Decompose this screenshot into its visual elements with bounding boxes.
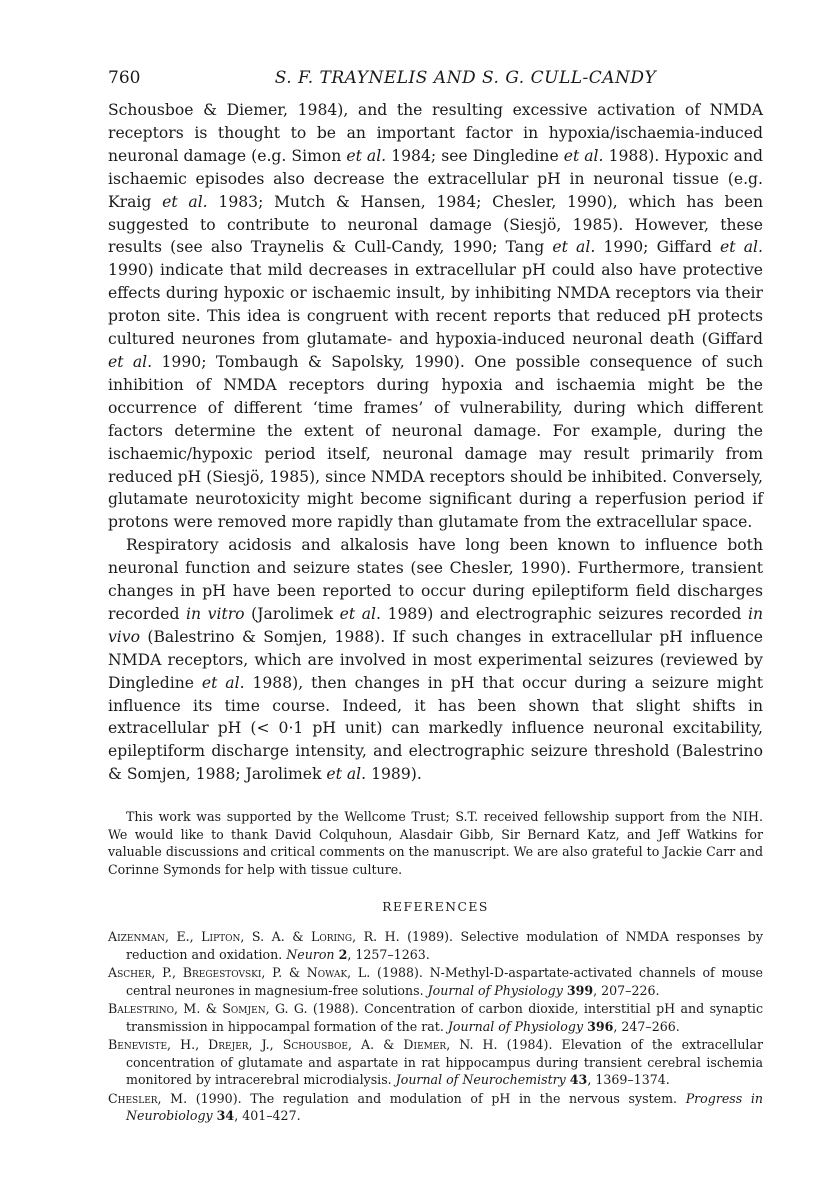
- text-run: 1988). Hypoxic and ischaemic episodes also decrease the extracellular pH in neuronal tissue (e.g. Kraig: [108, 146, 764, 211]
- reference-authors: Chesler, M.: [108, 1090, 188, 1106]
- italic-run: et al.: [326, 765, 367, 784]
- text-run: (Jarolimek: [244, 604, 340, 623]
- reference-text: (1990). The regulation and modulation of pH in the nervous system.: [187, 1090, 686, 1106]
- reference-text: (1988). N-Methyl-D-aspartate-activated channels of mouse central neurones in magnesium-free solutions.: [126, 965, 763, 998]
- italic-run: et al.: [563, 146, 604, 165]
- text-run: 1988), then changes in pH that occur during a seizure might influence its time course. Indeed, it has been shown that slight shifts in extracellular pH (< 0·1 pH unit) can markedly influence neuronal excitability, epileptiform discharge intensity, and electrographic seizure threshold (Balestrino & Somjen, 1988; Jarolimek: [108, 673, 764, 784]
- reference-journal: Journal of Physiology: [447, 1018, 584, 1034]
- page-number: 760: [108, 68, 141, 88]
- text-run: Respiratory acidosis and alkalosis have long been known to influence both neuronal function and seizure states (see Chesler, 1990). Furthermore, transient changes in pH have been reported to occur during epileptiform field discharges recorded: [108, 536, 763, 623]
- reference-item: [108, 928, 763, 963]
- reference-volume: 34: [216, 1108, 235, 1124]
- reference-journal: Journal of Physiology: [427, 982, 563, 998]
- body-paragraph-2: [108, 534, 763, 786]
- italic-run: et al.: [346, 146, 387, 165]
- text-run: Schousboe & Diemer, 1984), and the resulting excessive activation of NMDA receptors is thought to be an important factor in hypoxia/ischaemia-induced neuronal damage (e.g. Simon: [108, 101, 763, 165]
- body-paragraph-1: [108, 99, 763, 534]
- italic-run: et al.: [720, 238, 763, 257]
- references-heading: REFERENCES: [382, 900, 489, 915]
- reference-text: (1988). Concentration of carbon dioxide, interstitial pH and synaptic transmission in hippocampal formation of the rat.: [126, 1001, 763, 1034]
- italic-run: in vitro: [186, 604, 245, 623]
- reference-item: [108, 1090, 763, 1125]
- text-run: 1984; see Dingledine: [386, 146, 564, 165]
- text-run: 1990) indicate that mild decreases in extracellular pH could also have protective effects during hypoxic or ischaemic insult, by inhibiting NMDA receptors via their proton site. This idea is congruent with recent reports that reduced pH protects cultured neurones from glutamate- and hypoxia-induced neuronal death (Giffard: [108, 261, 763, 349]
- reference-item: [108, 1036, 763, 1089]
- reference-pages: , 207–226.: [593, 982, 660, 998]
- text-run: (Balestrino & Somjen, 1988). If such changes in extracellular pH influence NMDA receptors, which are involved in most experimental seizures (reviewed by Dingledine: [108, 627, 763, 692]
- reference-authors: Beneviste, H., Drejer, J., Schousboe, A. & Diemer, N. H.: [108, 1037, 498, 1053]
- italic-run: et al.: [201, 673, 245, 692]
- text-run: 1989).: [366, 765, 422, 784]
- text-run: 1990; Giffard: [595, 238, 721, 257]
- reference-text: (1989). Selective modulation of NMDA responses by reduction and oxidation.: [126, 929, 763, 962]
- italic-run: in vivo: [108, 604, 763, 646]
- reference-pages: , 247–266.: [613, 1018, 680, 1034]
- reference-journal: Progress in Neurobiology: [126, 1090, 764, 1124]
- reference-authors: Ascher, P., Bregestovski, P. & Nowak, L.: [108, 965, 371, 981]
- page-header: [108, 68, 763, 90]
- reference-volume: 43: [569, 1072, 588, 1088]
- italic-run: et al.: [162, 192, 208, 211]
- reference-authors: Aizenman, E., Lipton, S. A. & Loring, R. H.: [108, 929, 400, 945]
- reference-volume: 399: [566, 982, 594, 998]
- reference-authors: Balestrino, M. & Somjen, G. G.: [108, 1001, 308, 1017]
- reference-journal: Neuron: [286, 946, 335, 962]
- acknowledgement: This work was supported by the Wellcome Trust; S.T. received fellowship support from the NIH. We would like to thank David Colquhoun, Alasdair Gibb, Sir Bernard Katz, and Jeff Watkins for valuable discussions and critical comments on the manuscript. We are also grateful to Jackie Carr and Corinne Symonds for help with tissue culture.: [108, 809, 763, 877]
- reference-text: (1984). Elevation of the extracellular concentration of glutamate and aspartate in rat hippocampus during transient cerebral ischemia monitored by intracerebral microdialysis.: [126, 1037, 763, 1088]
- italic-run: et al.: [339, 604, 381, 623]
- reference-pages: , 401–427.: [234, 1108, 301, 1124]
- reference-journal: Journal of Neurochemistry: [395, 1072, 566, 1088]
- reference-pages: , 1369–1374.: [587, 1072, 670, 1088]
- reference-volume: 2: [338, 946, 348, 962]
- running-head: S. F. TRAYNELIS AND S. G. CULL-CANDY: [274, 68, 657, 88]
- reference-item: [108, 1000, 763, 1035]
- journal-page: [108, 68, 763, 1126]
- reference-item: [108, 964, 763, 999]
- italic-run: et al.: [108, 352, 153, 371]
- italic-run: et al.: [552, 238, 596, 257]
- text-run: 1983; Mutch & Hansen, 1984; Chesler, 1990), which has been suggested to contribute to neuronal damage (Siesjö, 1985). However, these results (see also Traynelis & Cull-Candy, 1990; Tang: [108, 192, 764, 257]
- text-run: 1990; Tombaugh & Sapolsky, 1990). One possible consequence of such inhibition of NMDA receptors during hypoxia and ischaemia might be the occurrence of different ‘time frames’ of vulnerability, during which different factors determine the extent of neuronal damage. For example, during the ischaemic/hypoxic period itself, neuronal damage may result primarily from reduced pH (Siesjö, 1985), since NMDA receptors should be inhibited. Conversely, glutamate neurotoxicity might become significant during a reperfusion period if protons were removed more rapidly than glutamate from the extracellular space.: [108, 352, 763, 532]
- body-text: [108, 99, 763, 786]
- reference-volume: 396: [587, 1018, 614, 1034]
- reference-list: [108, 928, 763, 1125]
- text-run: 1989) and electrographic seizures recorded: [381, 604, 748, 623]
- reference-pages: , 1257–1263.: [347, 946, 430, 962]
